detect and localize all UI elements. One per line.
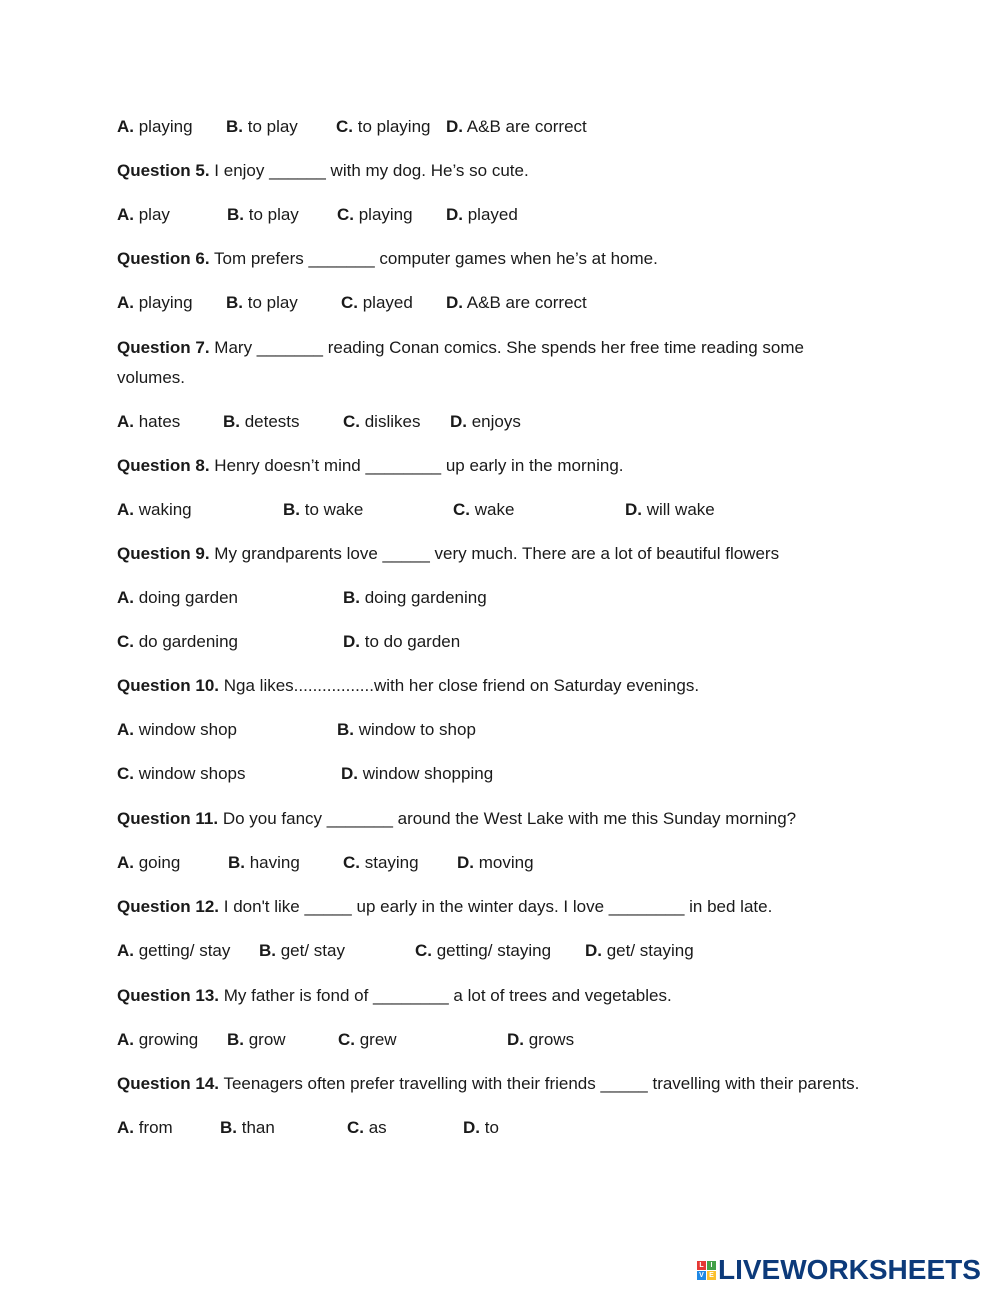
question-text <box>117 676 699 696</box>
option-text: played <box>358 293 413 312</box>
question-prompt: Tom prefers _______ computer games when he’s at home. <box>209 249 658 268</box>
option-letter: A. <box>117 588 134 607</box>
answer-option[interactable] <box>223 412 300 432</box>
option-letter: D. <box>341 764 358 783</box>
option-text: doing garden <box>134 588 238 607</box>
question-prompt: My father is fond of ________ a lot of trees and vegetables. <box>219 986 672 1005</box>
option-text: as <box>364 1118 387 1137</box>
option-letter: B. <box>283 500 300 519</box>
option-letter: B. <box>337 720 354 739</box>
option-text: window shop <box>134 720 238 739</box>
option-letter: D. <box>446 117 463 136</box>
answer-option[interactable] <box>117 412 180 432</box>
answer-option[interactable] <box>226 117 298 137</box>
question-number: Question 9. <box>117 544 210 563</box>
answer-option[interactable] <box>117 117 193 137</box>
question-number: Question 7. <box>117 338 210 357</box>
question-number: Question 6. <box>117 249 210 268</box>
logo-mark-icon: L I V E <box>697 1261 716 1280</box>
option-letter: A. <box>117 720 134 739</box>
answer-option[interactable] <box>347 1118 387 1138</box>
answer-option[interactable] <box>585 941 694 961</box>
option-letter: C. <box>415 941 432 960</box>
option-text: getting/ staying <box>432 941 552 960</box>
answer-option[interactable] <box>341 764 493 784</box>
answer-option[interactable] <box>336 117 431 137</box>
option-text: detests <box>240 412 300 431</box>
question-prompt: Teenagers often prefer travelling with their friends _____ travelling with their parents. <box>219 1074 860 1093</box>
answer-option[interactable] <box>117 588 238 608</box>
option-text: moving <box>474 853 534 872</box>
option-text: getting/ stay <box>134 941 231 960</box>
answer-option[interactable] <box>457 853 534 873</box>
answer-option[interactable] <box>117 1118 173 1138</box>
liveworksheets-logo[interactable] <box>697 1253 981 1287</box>
option-text: wake <box>470 500 515 519</box>
option-letter: C. <box>336 117 353 136</box>
option-letter: A. <box>117 293 134 312</box>
answer-option[interactable] <box>117 853 180 873</box>
option-text: hates <box>134 412 181 431</box>
option-text: from <box>134 1118 173 1137</box>
question-text <box>117 809 796 829</box>
option-letter: D. <box>446 205 463 224</box>
question-number: Question 11. <box>117 809 219 828</box>
option-letter: B. <box>223 412 240 431</box>
option-text: to play <box>243 293 298 312</box>
answer-option[interactable] <box>117 764 246 784</box>
option-letter: B. <box>226 117 243 136</box>
answer-option[interactable] <box>446 205 518 225</box>
question-prompt: Henry doesn’t mind ________ up early in the morning. <box>209 456 624 475</box>
option-text: to wake <box>300 500 364 519</box>
answer-option[interactable] <box>283 500 363 520</box>
question-text <box>117 161 529 181</box>
question-text <box>117 986 672 1006</box>
answer-option[interactable] <box>117 1030 198 1050</box>
question-number: Question 10. <box>117 676 220 695</box>
option-letter: A. <box>117 1030 134 1049</box>
answer-option[interactable] <box>341 293 413 313</box>
option-letter: A. <box>117 1118 134 1137</box>
question-text <box>117 544 779 564</box>
option-letter: D. <box>507 1030 524 1049</box>
option-letter: B. <box>227 205 244 224</box>
answer-option[interactable] <box>343 412 420 432</box>
question-number: Question 14. <box>117 1074 220 1093</box>
option-text: grow <box>244 1030 286 1049</box>
option-letter: C. <box>343 853 360 872</box>
option-text: will wake <box>642 500 715 519</box>
question-prompt: I don't like _____ up early in the winter days. I love ________ in bed late. <box>219 897 773 916</box>
option-text: having <box>245 853 300 872</box>
answer-option[interactable] <box>226 293 298 313</box>
option-text: to playing <box>353 117 431 136</box>
answer-option[interactable] <box>227 1030 286 1050</box>
question-prompt: My grandparents love _____ very much. There are a lot of beautiful flowers <box>209 544 780 563</box>
question-prompt: Do you fancy _______ around the West Lake with me this Sunday morning? <box>218 809 797 828</box>
answer-option[interactable] <box>450 412 521 432</box>
option-text: played <box>463 205 518 224</box>
option-text: than <box>237 1118 275 1137</box>
answer-option[interactable] <box>338 1030 397 1050</box>
option-letter: A. <box>117 853 134 872</box>
question-text <box>117 338 804 358</box>
option-letter: C. <box>337 205 354 224</box>
option-letter: A. <box>117 205 134 224</box>
answer-option[interactable] <box>343 588 487 608</box>
option-letter: A. <box>117 117 134 136</box>
option-letter: D. <box>446 293 463 312</box>
question-text <box>117 897 772 917</box>
option-letter: D. <box>625 500 642 519</box>
question-number: Question 12. <box>117 897 220 916</box>
option-letter: D. <box>457 853 474 872</box>
option-text: playing <box>134 117 193 136</box>
option-letter: C. <box>343 412 360 431</box>
option-text: to play <box>244 205 299 224</box>
answer-option[interactable] <box>259 941 345 961</box>
option-text: waking <box>134 500 192 519</box>
option-letter: D. <box>463 1118 480 1137</box>
option-letter: D. <box>343 632 360 651</box>
answer-option[interactable] <box>463 1118 499 1138</box>
answer-option[interactable] <box>227 205 299 225</box>
answer-option[interactable] <box>117 720 237 740</box>
option-letter: A. <box>117 500 134 519</box>
option-text: window shopping <box>358 764 494 783</box>
option-letter: D. <box>585 941 602 960</box>
option-text: going <box>134 853 181 872</box>
question-number: Question 8. <box>117 456 210 475</box>
question-prompt: Mary _______ reading Conan comics. She spends her free time reading some <box>209 338 804 357</box>
answer-option[interactable] <box>453 500 514 520</box>
question-number: Question 13. <box>117 986 220 1005</box>
option-text: enjoys <box>467 412 521 431</box>
option-text: to <box>480 1118 499 1137</box>
option-text: to do garden <box>360 632 461 651</box>
answer-option[interactable] <box>507 1030 574 1050</box>
option-text: window shops <box>134 764 246 783</box>
answer-option[interactable] <box>117 632 238 652</box>
question-text <box>117 456 624 476</box>
option-letter: A. <box>117 412 134 431</box>
answer-option[interactable] <box>415 941 551 961</box>
question-prompt: Nga likes.................with her close friend on Saturday evenings. <box>219 676 700 695</box>
option-text: growing <box>134 1030 199 1049</box>
option-text: playing <box>354 205 413 224</box>
answer-option[interactable] <box>228 853 300 873</box>
option-letter: A. <box>117 941 134 960</box>
option-text: get/ staying <box>602 941 694 960</box>
logo-text: LIVEWORKSHEETS <box>718 1254 981 1285</box>
option-letter: C. <box>117 632 134 651</box>
option-text: grows <box>524 1030 575 1049</box>
option-text: dislikes <box>360 412 421 431</box>
answer-option[interactable] <box>117 293 193 313</box>
option-text: get/ stay <box>276 941 345 960</box>
option-letter: B. <box>220 1118 237 1137</box>
option-letter: B. <box>259 941 276 960</box>
option-letter: C. <box>338 1030 355 1049</box>
option-text: doing gardening <box>360 588 487 607</box>
option-text: window to shop <box>354 720 476 739</box>
answer-option[interactable] <box>343 632 460 652</box>
question-text <box>117 249 658 269</box>
option-letter: C. <box>347 1118 364 1137</box>
option-letter: D. <box>450 412 467 431</box>
option-text: grew <box>355 1030 397 1049</box>
option-text: playing <box>134 293 193 312</box>
answer-option[interactable] <box>446 293 587 313</box>
question-number: Question 5. <box>117 161 210 180</box>
question-prompt: I enjoy ______ with my dog. He’s so cute. <box>209 161 529 180</box>
option-letter: B. <box>227 1030 244 1049</box>
option-letter: B. <box>226 293 243 312</box>
question-text <box>117 1074 859 1094</box>
question-prompt-continued: volumes. <box>117 368 186 387</box>
answer-option[interactable] <box>625 500 715 520</box>
answer-option[interactable] <box>337 720 476 740</box>
answer-option[interactable] <box>343 853 419 873</box>
answer-option[interactable] <box>337 205 413 225</box>
option-text: A&B are correct <box>463 293 587 312</box>
answer-option[interactable] <box>117 500 192 520</box>
answer-option[interactable] <box>446 117 587 137</box>
answer-option[interactable] <box>117 941 230 961</box>
option-letter: B. <box>228 853 245 872</box>
option-text: A&B are correct <box>463 117 587 136</box>
option-letter: B. <box>343 588 360 607</box>
answer-option[interactable] <box>117 205 170 225</box>
option-letter: C. <box>117 764 134 783</box>
option-text: do gardening <box>134 632 238 651</box>
option-letter: C. <box>341 293 358 312</box>
option-letter: C. <box>453 500 470 519</box>
option-text: play <box>134 205 170 224</box>
option-text: to play <box>243 117 298 136</box>
answer-option[interactable] <box>220 1118 275 1138</box>
option-text: staying <box>360 853 419 872</box>
